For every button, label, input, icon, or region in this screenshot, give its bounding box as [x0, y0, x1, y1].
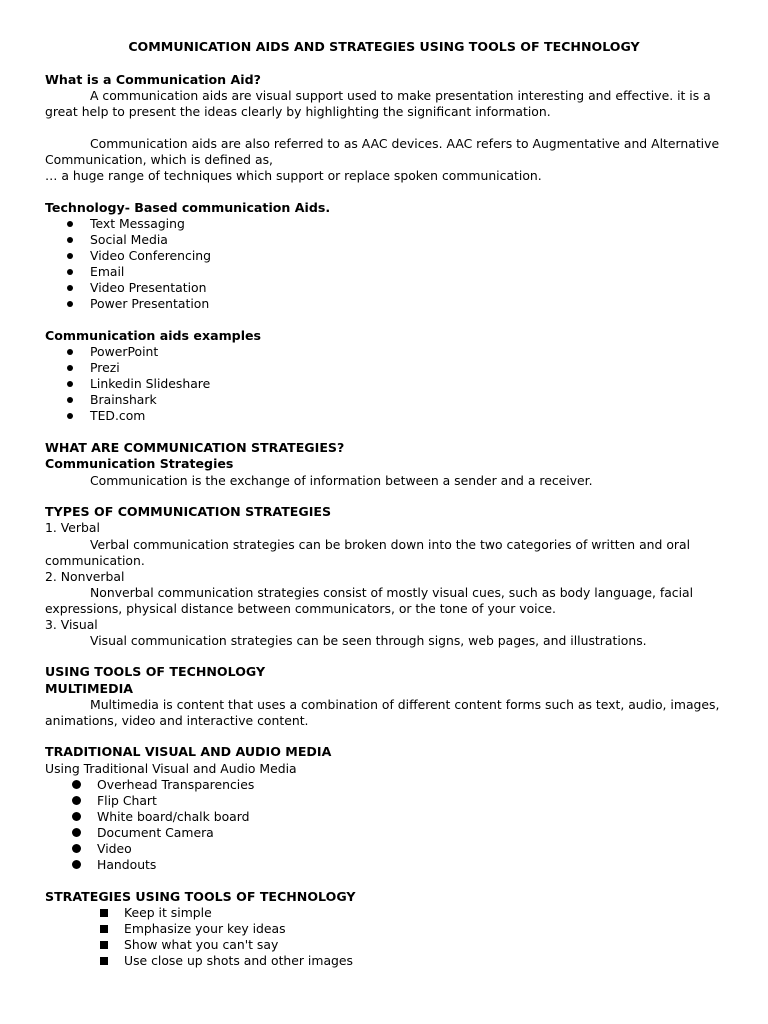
paragraph-line: Multimedia is content that uses a combination of different content forms such as text, audio, images, — [90, 697, 720, 712]
list-item: Emphasize your key ideas — [124, 921, 286, 936]
bullet-icon — [67, 253, 73, 259]
paragraph-line: … a huge range of techniques which support or replace spoken communication. — [45, 168, 542, 183]
list-item: PowerPoint — [90, 344, 159, 359]
bullet-icon — [72, 812, 81, 821]
list-item: Video Conferencing — [90, 248, 211, 263]
paragraph-line: Communication aids are also referred to as AAC devices. AAC refers to Augmentative and Alternative — [90, 136, 720, 151]
subheading-communication-strategies: Communication Strategies — [45, 456, 234, 471]
list-item: Linkedin Slideshare — [90, 376, 211, 391]
bullet-icon — [72, 828, 81, 837]
list-item: White board/chalk board — [97, 809, 250, 824]
square-bullet-icon — [100, 957, 108, 965]
list-item: Video — [97, 841, 132, 856]
bullet-icon — [67, 413, 73, 419]
bullet-icon — [72, 860, 81, 869]
paragraph-line: Visual communication strategies can be seen through signs, web pages, and illustrations. — [90, 633, 647, 648]
list-item: Keep it simple — [124, 905, 212, 920]
bullet-icon — [72, 796, 81, 805]
list-item: Power Presentation — [90, 296, 210, 311]
bullet-icon — [67, 237, 73, 243]
list-item: Show what you can't say — [124, 937, 279, 952]
square-bullet-icon — [100, 941, 108, 949]
bullet-icon — [67, 397, 73, 403]
square-bullet-icon — [100, 925, 108, 933]
bullet-icon — [67, 381, 73, 387]
list-item: Document Camera — [97, 825, 214, 840]
numbered-item-verbal: 1. Verbal — [45, 520, 100, 535]
section-heading-using-tools: USING TOOLS OF TECHNOLOGY — [45, 664, 266, 679]
bullet-icon — [67, 301, 73, 307]
list-item: Use close up shots and other images — [124, 953, 353, 968]
document-title: COMMUNICATION AIDS AND STRATEGIES USING TOOLS OF TECHNOLOGY — [128, 39, 640, 54]
paragraph-line: animations, video and interactive content. — [45, 713, 309, 728]
list-item: Email — [90, 264, 125, 279]
subheading-multimedia: MULTIMEDIA — [45, 681, 133, 696]
numbered-item-nonverbal: 2. Nonverbal — [45, 569, 125, 584]
paragraph-line: Communication is the exchange of information between a sender and a receiver. — [90, 473, 593, 488]
section-heading-traditional-media: TRADITIONAL VISUAL AND AUDIO MEDIA — [45, 744, 332, 759]
numbered-item-visual: 3. Visual — [45, 617, 98, 632]
bullet-icon — [67, 349, 73, 355]
paragraph-line: great help to present the ideas clearly by highlighting the significant information. — [45, 104, 551, 119]
bullet-icon — [72, 844, 81, 853]
list-item: Handouts — [97, 857, 157, 872]
paragraph-line: Using Traditional Visual and Audio Media — [45, 761, 297, 776]
list-item: Overhead Transparencies — [97, 777, 255, 792]
bullet-icon — [67, 285, 73, 291]
paragraph-line: Nonverbal communication strategies consist of mostly visual cues, such as body language, facial — [90, 585, 694, 600]
list-item: Social Media — [90, 232, 168, 247]
paragraph-line: expressions, physical distance between communicators, or the tone of your voice. — [45, 601, 556, 616]
list-item: Flip Chart — [97, 793, 157, 808]
paragraph-line: communication. — [45, 553, 145, 568]
list-item: Video Presentation — [90, 280, 207, 295]
bullet-icon — [72, 780, 81, 789]
list-item: TED.com — [90, 408, 146, 423]
paragraph-line: A communication aids are visual support used to make presentation interesting and effective. it is a — [90, 88, 711, 103]
section-heading-technology-aids: Technology- Based communication Aids. — [45, 200, 331, 215]
list-item: Text Messaging — [90, 216, 185, 231]
section-heading-communication-strategies: WHAT ARE COMMUNICATION STRATEGIES? — [45, 440, 345, 455]
section-heading-communication-aid: What is a Communication Aid? — [45, 72, 261, 87]
paragraph-line: Communication, which is defined as, — [45, 152, 273, 167]
bullet-icon — [67, 221, 73, 227]
square-bullet-icon — [100, 909, 108, 917]
paragraph-line: Verbal communication strategies can be broken down into the two categories of written and oral — [90, 537, 691, 552]
bullet-icon — [67, 365, 73, 371]
section-heading-aids-examples: Communication aids examples — [45, 328, 262, 343]
list-item: Brainshark — [90, 392, 157, 407]
section-heading-strategies-tools: STRATEGIES USING TOOLS OF TECHNOLOGY — [45, 889, 356, 904]
list-item: Prezi — [90, 360, 120, 375]
bullet-icon — [67, 269, 73, 275]
section-heading-types: TYPES OF COMMUNICATION STRATEGIES — [45, 504, 332, 519]
